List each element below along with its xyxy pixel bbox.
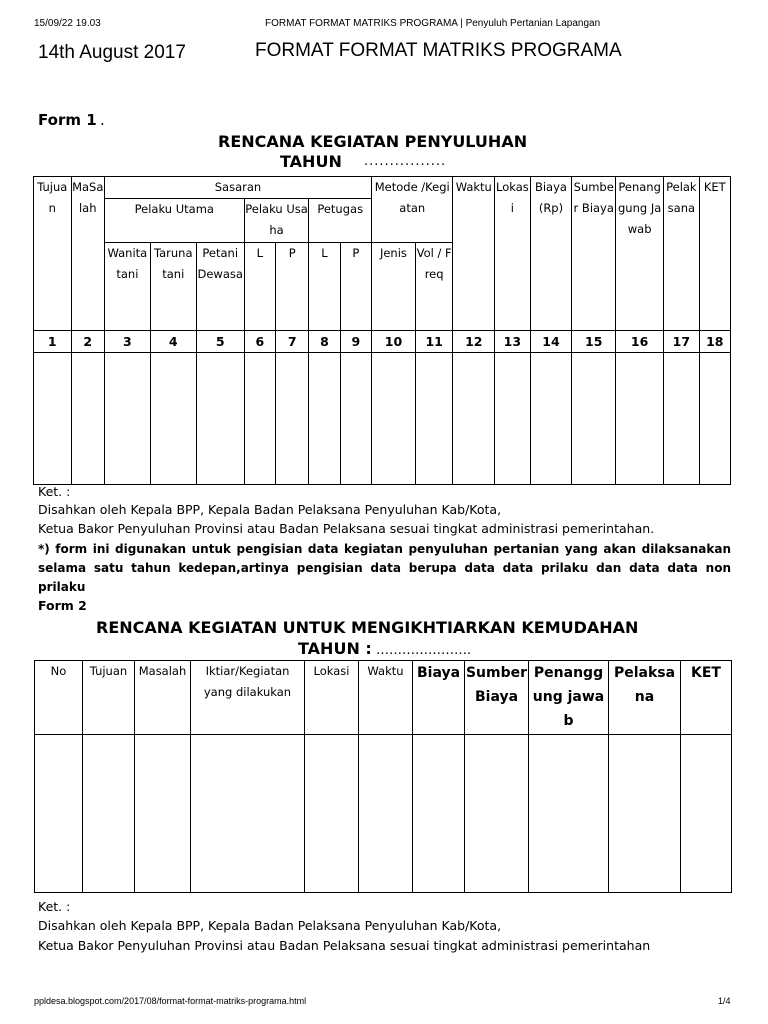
- form2-year-blank: ………………….: [376, 643, 472, 658]
- col-number: 2: [71, 331, 104, 353]
- post-date: 14th August 2017: [38, 42, 186, 63]
- form2-year-label: TAHUN :: [298, 639, 372, 658]
- form1-year-blank: ................: [364, 154, 447, 169]
- col-sasaran: Sasaran: [104, 177, 371, 199]
- form1-approval-line: Ketua Bakor Penyuluhan Provinsi atau Badan Pelaksana sesuai tingkat administrasi pemerintahan.: [38, 521, 655, 536]
- col-jenis: Jenis: [372, 243, 416, 331]
- col-ket: KET: [681, 661, 732, 735]
- form1-note: *) form ini digunakan untuk pengisian data kegiatan penyuluhan pertanian yang akan dilaksanakan selama satu tahun kedepan,artinya pengisian data berupa data data prilaku dan data data non prilaku: [38, 542, 731, 594]
- col-usaha-l: L: [244, 243, 275, 331]
- form1-ket-label: Ket. :: [38, 484, 71, 499]
- col-lokasi: Lokasi: [495, 177, 530, 331]
- col-penanggung-jawab: Penanggung jawab: [529, 661, 609, 735]
- form1-label-dot: .: [100, 111, 105, 129]
- col-biaya: Biaya (Rp): [530, 177, 572, 331]
- col-sumber-biaya: Sumber Biaya: [572, 177, 616, 331]
- col-number: 18: [699, 331, 730, 353]
- form2-approval-line: Ketua Bakor Penyuluhan Provinsi atau Badan Pelaksana sesuai tingkat administrasi pemerintahan: [38, 938, 651, 953]
- form2-title: RENCANA KEGIATAN UNTUK MENGIKHTIARKAN KEMUDAHAN: [96, 618, 639, 637]
- col-pelaku-utama: Pelaku Utama: [104, 199, 244, 243]
- col-biaya: Biaya: [413, 661, 465, 735]
- col-masalah: MaSalah: [71, 177, 104, 331]
- col-number: 4: [150, 331, 196, 353]
- col-petugas-p: P: [340, 243, 371, 331]
- col-number: 9: [340, 331, 371, 353]
- post-title: FORMAT FORMAT MATRIKS PROGRAMA: [255, 40, 622, 61]
- col-petani-dewasa: Petani Dewasa: [196, 243, 244, 331]
- col-taruna-tani: Taruna tani: [150, 243, 196, 331]
- col-number: 5: [196, 331, 244, 353]
- col-metode: Metode /Kegiatan: [372, 177, 453, 243]
- col-usaha-p: P: [275, 243, 308, 331]
- col-number: 13: [495, 331, 530, 353]
- table-row: [35, 735, 732, 893]
- col-number: 15: [572, 331, 616, 353]
- footer-url: ppldesa.blogspot.com/2017/08/format-format-matriks-programa.html: [34, 996, 307, 1006]
- table-row: [34, 353, 731, 485]
- col-number: 3: [104, 331, 150, 353]
- col-tujuan: Tujuan: [34, 177, 72, 331]
- print-date: 15/09/22 19.03: [34, 18, 101, 29]
- col-pelaksana: Pelaksana: [664, 177, 699, 331]
- col-number: 11: [415, 331, 453, 353]
- col-tujuan: Tujuan: [83, 661, 135, 735]
- col-number: 16: [616, 331, 664, 353]
- col-no: No: [35, 661, 83, 735]
- col-pelaku-usaha: Pelaku Usaha: [244, 199, 309, 243]
- col-petugas-l: L: [309, 243, 340, 331]
- col-ket: KET: [699, 177, 730, 331]
- print-header-title: FORMAT FORMAT MATRIKS PROGRAMA | Penyuluh Pertanian Lapangan: [265, 18, 601, 29]
- footer-page-number: 1/4: [718, 996, 731, 1006]
- col-iktiar-kegiatan: Iktiar/Kegiatan yang dilakukan: [191, 661, 305, 735]
- col-number: 12: [453, 331, 495, 353]
- form1-table: [33, 176, 731, 485]
- col-number: 8: [309, 331, 340, 353]
- form2-label: Form 2: [38, 598, 87, 613]
- form1-label: Form 1: [38, 111, 97, 129]
- form1-title: RENCANA KEGIATAN PENYULUHAN: [218, 132, 528, 151]
- form2-ket-label: Ket. :: [38, 899, 71, 914]
- col-sumber-biaya: Sumber Biaya: [465, 661, 529, 735]
- col-vol-freq: Vol / Freq: [415, 243, 453, 331]
- col-petugas: Petugas: [309, 199, 372, 243]
- col-number: 6: [244, 331, 275, 353]
- col-number: 14: [530, 331, 572, 353]
- col-waktu: Waktu: [359, 661, 413, 735]
- form1-approval-line: Disahkan oleh Kepala BPP, Kepala Badan Pelaksana Penyuluhan Kab/Kota,: [38, 502, 502, 517]
- form2-approval-line: Disahkan oleh Kepala BPP, Kepala Badan Pelaksana Penyuluhan Kab/Kota,: [38, 918, 502, 933]
- col-lokasi: Lokasi: [305, 661, 359, 735]
- form1-year-label: TAHUN: [280, 152, 342, 171]
- col-masalah: Masalah: [135, 661, 191, 735]
- form2-table: [34, 660, 732, 893]
- col-number: 10: [372, 331, 416, 353]
- col-wanita-tani: Wanita tani: [104, 243, 150, 331]
- col-waktu: Waktu: [453, 177, 495, 331]
- col-penanggung-jawab: Penanggung Jawab: [616, 177, 664, 331]
- col-number: 17: [664, 331, 699, 353]
- col-number: 7: [275, 331, 308, 353]
- col-number: 1: [34, 331, 72, 353]
- col-pelaksana: Pelaksana: [609, 661, 681, 735]
